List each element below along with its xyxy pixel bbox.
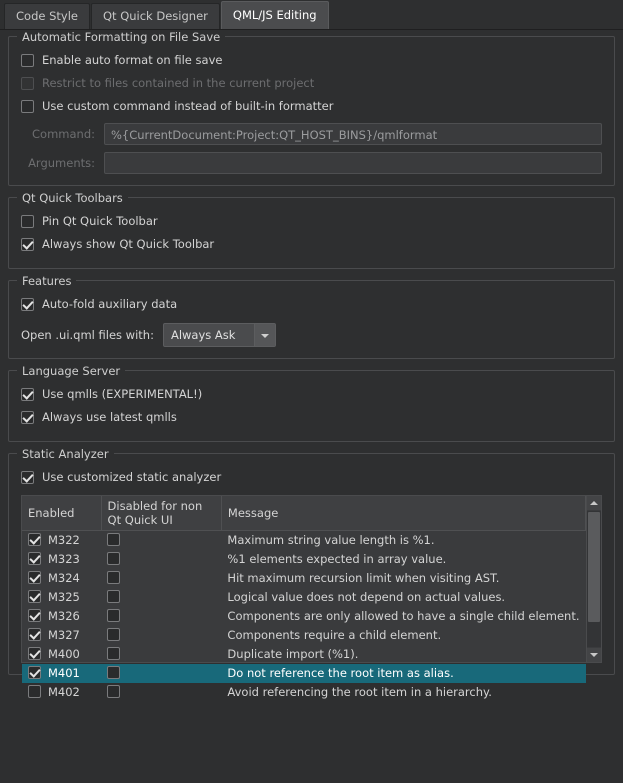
rule-code: M322: [48, 533, 80, 548]
input-command[interactable]: %{CurrentDocument:Project:QT_HOST_BINS}/qmlformat: [104, 123, 602, 145]
cell-disabled-non-qq[interactable]: [101, 645, 221, 664]
row-open-ui-qml-with: [21, 323, 602, 347]
cell-message: %1 elements expected in array value.: [227, 552, 447, 566]
cell-disabled-non-qq[interactable]: [101, 531, 221, 550]
group-title-static-analyzer: Static Analyzer: [17, 447, 114, 461]
checkbox-rule-disabled-non-qq[interactable]: [107, 552, 120, 565]
settings-content: [0, 30, 623, 699]
input-arguments[interactable]: [104, 152, 602, 174]
tab-qt-quick-designer[interactable]: Qt Quick Designer: [91, 3, 220, 29]
table-row[interactable]: [22, 645, 586, 664]
cell-message: Components are only allowed to have a single child element.: [227, 609, 580, 623]
row-restrict-to-project: [21, 73, 602, 93]
checkbox-rule-enabled[interactable]: [28, 685, 41, 698]
rule-code: M326: [48, 609, 80, 623]
row-auto-fold[interactable]: [21, 294, 602, 314]
group-automatic-formatting: [8, 30, 615, 186]
table-row[interactable]: [22, 588, 586, 607]
cell-message: Do not reference the root item as alias.: [221, 664, 585, 683]
checkbox-rule-enabled[interactable]: [28, 552, 41, 565]
rule-code: M324: [48, 571, 80, 585]
column-header-enabled[interactable]: Enabled: [22, 496, 101, 531]
label-command: Command:: [32, 127, 95, 141]
settings-tabbar: [0, 0, 623, 30]
tab-qml-js-editing[interactable]: QML/JS Editing: [221, 1, 329, 29]
cell-message: Logical value does not depend on actual values.: [227, 590, 506, 604]
cell-enabled[interactable]: [22, 645, 101, 664]
table-row[interactable]: [22, 683, 586, 702]
row-arguments: [21, 152, 602, 174]
checkbox-rule-disabled-non-qq[interactable]: [107, 590, 120, 603]
row-command: [21, 123, 602, 145]
label-use-customized-analyzer: Use customized static analyzer: [42, 470, 222, 484]
combo-open-ui-qml-value: Always Ask: [170, 328, 236, 342]
checkbox-rule-disabled-non-qq[interactable]: [107, 647, 120, 660]
table-row[interactable]: [22, 531, 586, 550]
checkbox-use-qmlls[interactable]: [21, 388, 34, 401]
cell-disabled-non-qq[interactable]: [101, 664, 221, 683]
column-header-disabled-non-qq[interactable]: Disabled for non Qt Quick UI: [101, 496, 221, 531]
checkbox-always-show-toolbar[interactable]: [21, 238, 34, 251]
checkbox-rule-disabled-non-qq[interactable]: [107, 571, 120, 584]
checkbox-rule-disabled-non-qq[interactable]: [107, 685, 120, 698]
label-pin-toolbar: Pin Qt Quick Toolbar: [42, 214, 158, 228]
tab-code-style[interactable]: Code Style: [4, 3, 90, 29]
label-open-ui-qml-with: Open .ui.qml files with:: [21, 328, 154, 342]
checkbox-rule-enabled[interactable]: [28, 590, 41, 603]
checkbox-rule-enabled[interactable]: [28, 571, 41, 584]
checkbox-rule-disabled-non-qq[interactable]: [107, 666, 120, 679]
cell-disabled-non-qq[interactable]: [101, 607, 221, 626]
cell-message: Avoid referencing the root item in a hierarchy.: [227, 685, 492, 699]
table-row[interactable]: [22, 664, 586, 683]
checkbox-rule-enabled[interactable]: [28, 666, 41, 679]
rule-code: M325: [48, 590, 80, 604]
rule-code: M323: [48, 552, 80, 566]
rule-code: M401: [48, 666, 80, 680]
cell-enabled[interactable]: [22, 569, 101, 588]
group-qt-quick-toolbars: [8, 191, 615, 269]
group-features: [8, 274, 615, 359]
checkbox-rule-enabled[interactable]: [28, 628, 41, 641]
group-title-language-server: Language Server: [17, 364, 125, 378]
checkbox-rule-disabled-non-qq[interactable]: [107, 533, 120, 546]
row-use-custom-command[interactable]: [21, 96, 602, 116]
checkbox-rule-disabled-non-qq[interactable]: [107, 609, 120, 622]
cell-disabled-non-qq[interactable]: [101, 626, 221, 645]
cell-disabled-non-qq[interactable]: [101, 683, 221, 702]
cell-disabled-non-qq[interactable]: [101, 588, 221, 607]
cell-enabled[interactable]: [22, 588, 101, 607]
checkbox-use-custom-command[interactable]: [21, 100, 34, 113]
checkbox-latest-qmlls[interactable]: [21, 411, 34, 424]
group-title-features: Features: [17, 274, 76, 288]
group-static-analyzer: [8, 447, 615, 699]
checkbox-rule-enabled[interactable]: [28, 533, 41, 546]
cell-enabled[interactable]: [22, 664, 101, 683]
rule-code: M402: [48, 685, 80, 699]
checkbox-pin-toolbar[interactable]: [21, 215, 34, 228]
label-arguments: Arguments:: [28, 156, 95, 170]
static-analyzer-table: [21, 495, 602, 699]
table-row[interactable]: [22, 569, 586, 588]
table-row[interactable]: [22, 550, 586, 569]
scroll-up-icon[interactable]: [587, 496, 601, 511]
label-always-show-toolbar: Always show Qt Quick Toolbar: [42, 237, 215, 251]
cell-message: Duplicate import (%1).: [227, 647, 359, 661]
cell-disabled-non-qq[interactable]: [101, 569, 221, 588]
row-latest-qmlls[interactable]: [21, 407, 602, 427]
cell-message: Hit maximum recursion limit when visiting AST.: [227, 571, 500, 585]
label-enable-auto-format: Enable auto format on file save: [42, 53, 223, 67]
table-row[interactable]: [22, 607, 586, 626]
checkbox-restrict-to-project: [21, 77, 34, 90]
row-always-show-toolbar[interactable]: [21, 234, 602, 254]
group-title-qt-quick-toolbars: Qt Quick Toolbars: [17, 191, 128, 205]
group-language-server: [8, 364, 615, 442]
checkbox-auto-fold[interactable]: [21, 298, 34, 311]
label-use-qmlls: Use qmlls (EXPERIMENTAL!): [42, 387, 203, 401]
cell-disabled-non-qq[interactable]: [101, 550, 221, 569]
row-use-qmlls[interactable]: [21, 384, 602, 404]
rule-code: M327: [48, 628, 80, 642]
cell-enabled[interactable]: [22, 607, 101, 626]
checkbox-use-customized-analyzer[interactable]: [21, 471, 34, 484]
table-header-row: [22, 496, 586, 531]
label-latest-qmlls: Always use latest qmlls: [42, 410, 177, 424]
scroll-down-icon[interactable]: [587, 647, 601, 662]
checkbox-rule-disabled-non-qq[interactable]: [107, 628, 120, 641]
group-title-automatic-formatting: Automatic Formatting on File Save: [17, 30, 225, 44]
cell-enabled[interactable]: [22, 683, 101, 702]
label-auto-fold: Auto-fold auxiliary data: [42, 297, 178, 311]
scrollbar-thumb[interactable]: [588, 512, 600, 622]
table-row[interactable]: [22, 626, 586, 645]
label-use-custom-command: Use custom command instead of built-in formatter: [42, 99, 334, 113]
chevron-down-icon[interactable]: [254, 324, 275, 346]
rule-code: M400: [48, 647, 80, 661]
cell-message: Components require a child element.: [227, 628, 442, 642]
cell-message: Maximum string value length is %1.: [227, 533, 435, 548]
checkbox-rule-enabled[interactable]: [28, 647, 41, 660]
table-vertical-scrollbar[interactable]: [586, 496, 601, 662]
cell-enabled[interactable]: [22, 550, 101, 569]
label-restrict-to-project: Restrict to files contained in the current project: [42, 76, 315, 90]
combo-open-ui-qml-with[interactable]: [163, 323, 276, 347]
checkbox-enable-auto-format[interactable]: [21, 54, 34, 67]
column-header-message[interactable]: Message: [221, 496, 585, 531]
row-pin-toolbar[interactable]: [21, 211, 602, 231]
checkbox-rule-enabled[interactable]: [28, 609, 41, 622]
row-use-customized-analyzer[interactable]: [21, 467, 602, 487]
cell-enabled[interactable]: [22, 531, 101, 550]
cell-enabled[interactable]: [22, 626, 101, 645]
row-enable-auto-format[interactable]: [21, 50, 602, 70]
